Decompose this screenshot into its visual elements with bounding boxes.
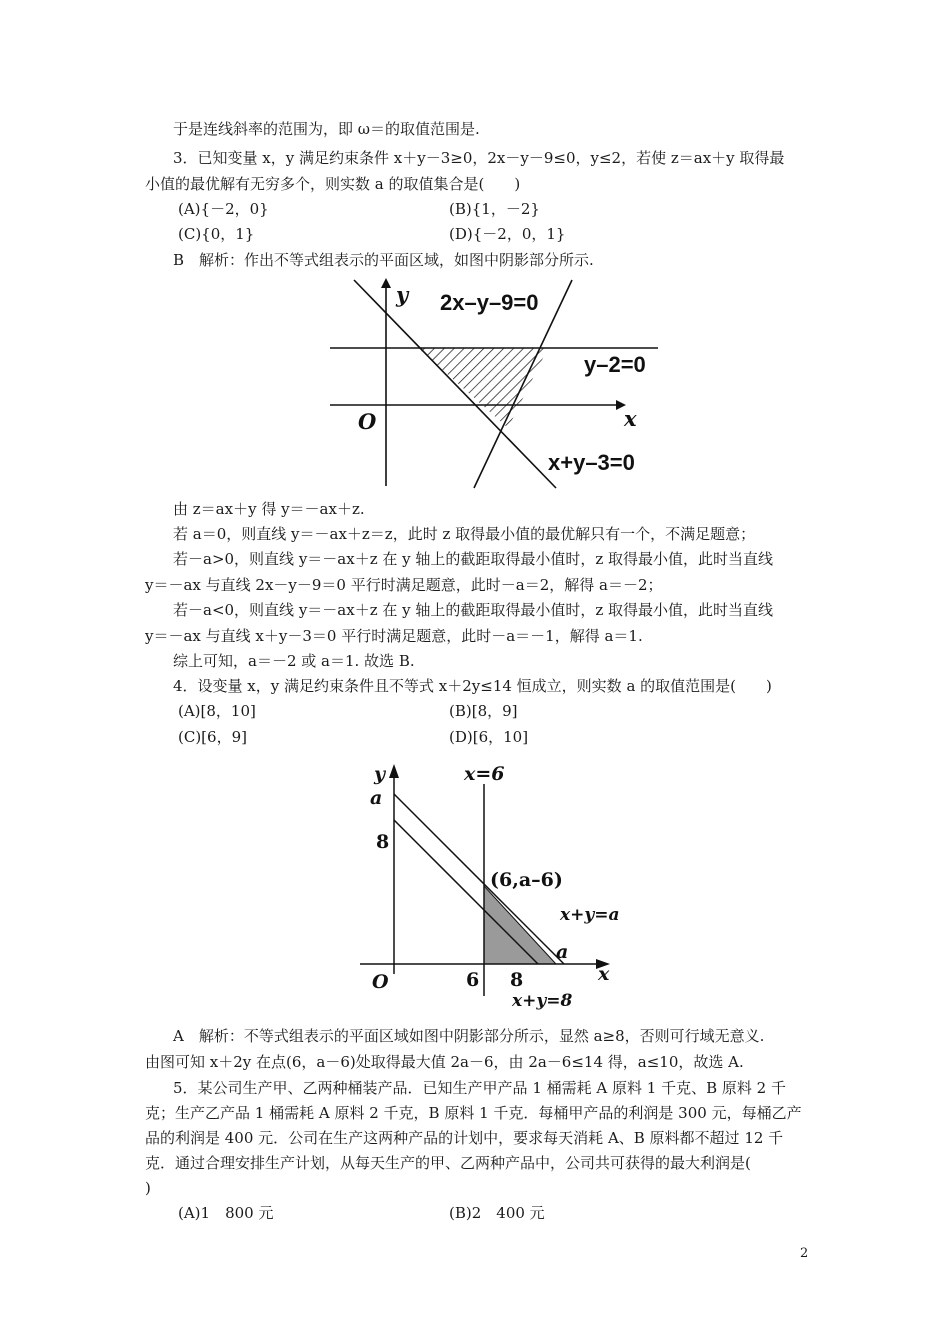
q3-option-c: (C){0，1} bbox=[178, 225, 255, 243]
fig1-line2-label: y–2=0 bbox=[584, 352, 646, 377]
q3-option-b: (B){1，－2} bbox=[449, 200, 540, 218]
fig1-origin-label: O bbox=[358, 409, 377, 434]
text-line: 若－a>0，则直线 y＝－ax＋z 在 y 轴上的截距取得最小值时，z 取得最小值，此时当直线 bbox=[173, 550, 774, 568]
q5-option-b: (B)2 400 元 bbox=[449, 1204, 545, 1222]
fig2-x-label: x bbox=[598, 963, 610, 985]
fig1-y-label: y bbox=[396, 282, 409, 307]
fig2-y-a-label: a bbox=[370, 787, 383, 809]
q3-option-a: (A){－2，0} bbox=[178, 200, 269, 218]
q3-option-d: (D){－2，0，1} bbox=[449, 225, 566, 243]
text-line: ) bbox=[145, 1179, 151, 1197]
q3-analysis: B 解析：作出不等式组表示的平面区域，如图中阴影部分所示. bbox=[173, 251, 594, 269]
question-3-stem-cont: 小值的最优解有无穷多个，则实数 a 的取值集合是( ) bbox=[145, 175, 521, 193]
y-axis-arrow bbox=[389, 764, 399, 778]
fig2-x-a-label: a bbox=[556, 941, 569, 963]
fig1-x-label: x bbox=[624, 406, 637, 431]
fig2-point-label: (6,a–6) bbox=[490, 869, 563, 891]
text-line: y＝－ax 与直线 2x－y－9＝0 平行时满足题意，此时－a＝2，解得 a＝－2； bbox=[145, 576, 663, 594]
shaded-region bbox=[418, 348, 548, 428]
q4-option-c: (C)[6，9] bbox=[178, 728, 247, 746]
text-line: 由图可知 x＋2y 在点(6，a－6)处取得最大值 2a－6，由 2a－6≤14 得，a≤10，故选 A. bbox=[145, 1053, 744, 1071]
text-line: y＝－ax 与直线 x＋y－3＝0 平行时满足题意，此时－a＝－1，解得 a＝1. bbox=[145, 627, 643, 645]
fig2-origin-label: O bbox=[372, 971, 389, 993]
question-5-stem: 5．某公司生产甲、乙两种桶装产品．已知生产甲产品 1 桶需耗 A 原料 1 千克、B 原料 2 千 bbox=[173, 1079, 786, 1097]
q4-option-b: (B)[8，9] bbox=[449, 702, 518, 720]
page-number: 2 bbox=[800, 1246, 809, 1261]
text-line: 若－a<0，则直线 y＝－ax＋z 在 y 轴上的截距取得最小值时，z 取得最小值，此时当直线 bbox=[173, 601, 774, 619]
fig2-line-x6-label: x=6 bbox=[464, 763, 505, 785]
q5-option-a: (A)1 800 元 bbox=[178, 1204, 274, 1222]
q4-analysis: A 解析：不等式组表示的平面区域如图中阴影部分所示，显然 a≥8，否则可行域无意义. bbox=[173, 1027, 765, 1045]
fig1-line3-label: x+y–3=0 bbox=[548, 450, 635, 475]
text-line: 综上可知，a＝－2 或 a＝1. 故选 B. bbox=[173, 652, 415, 670]
shaded-region bbox=[484, 886, 556, 964]
text-line: 克．通过合理安排生产计划，从每天生产的甲、乙两种产品中，公司共可获得的最大利润是( bbox=[145, 1154, 751, 1172]
fig2-line-xya-label: x+y=a bbox=[560, 905, 620, 925]
fig2-y-8-label: 8 bbox=[376, 831, 390, 853]
figure-1-feasible-region bbox=[328, 276, 668, 492]
y-axis-arrow bbox=[381, 278, 391, 288]
text-line: 克；生产乙产品 1 桶需耗 A 原料 2 千克，B 原料 1 千克．每桶甲产品的利润是 300 元，每桶乙产 bbox=[145, 1104, 802, 1122]
figure-2-feasible-region bbox=[360, 758, 622, 1014]
line-x-y-8 bbox=[394, 820, 538, 964]
text-line: 于是连线斜率的范围为，即 ω＝的取值范围是. bbox=[173, 120, 480, 138]
text-line: 由 z＝ax＋y 得 y＝－ax＋z. bbox=[173, 500, 365, 518]
question-4-stem: 4．设变量 x，y 满足约束条件且不等式 x＋2y≤14 恒成立，则实数 a 的取值范围是( ) bbox=[173, 677, 772, 695]
question-3-stem: 3．已知变量 x，y 满足约束条件 x＋y－3≥0，2x－y－9≤0，y≤2，若使 z＝ax＋y 取得最 bbox=[173, 149, 785, 167]
text-line: 品的利润是 400 元．公司在生产这两种产品的计划中，要求每天消耗 A、B 原料都不超过 12 千 bbox=[145, 1129, 784, 1147]
fig2-x6-tick-label: 6 bbox=[466, 969, 480, 991]
q4-option-a: (A)[8，10] bbox=[178, 702, 256, 720]
fig2-y-label: y bbox=[374, 763, 386, 785]
text-line: 若 a＝0，则直线 y＝－ax＋z＝z，此时 z 取得最小值的最优解只有一个，不满足题意； bbox=[173, 525, 756, 543]
fig1-line1-label: 2x–y–9=0 bbox=[440, 290, 539, 315]
q4-option-d: (D)[6，10] bbox=[449, 728, 529, 746]
fig2-line-xy8-label: x+y=8 bbox=[512, 991, 573, 1011]
fig2-x8-tick-label: 8 bbox=[510, 969, 524, 991]
